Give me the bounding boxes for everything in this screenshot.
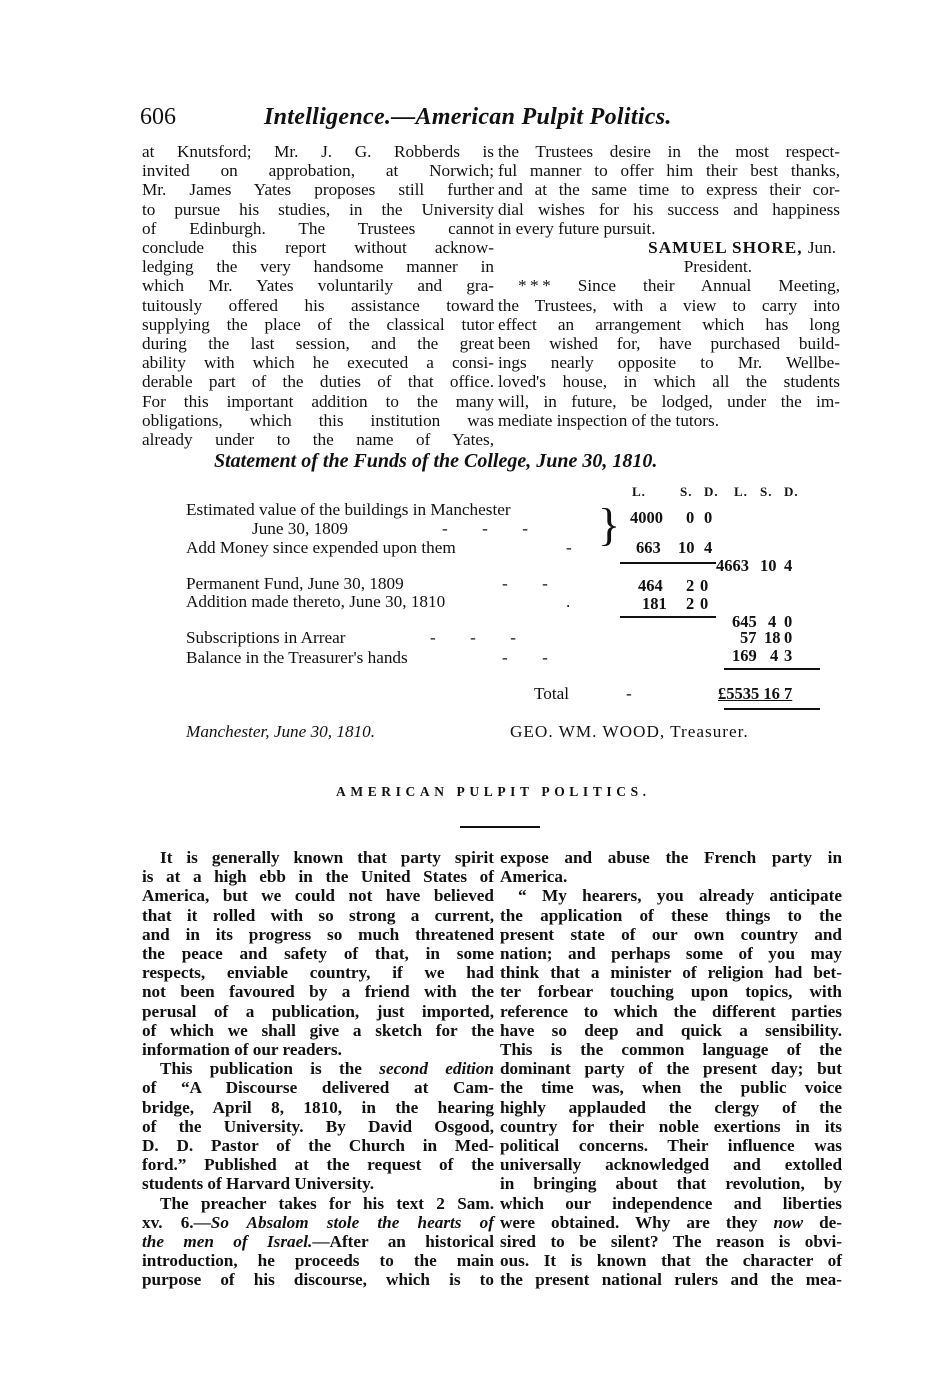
text-line: sired to be silent? The reason is obvi- [500, 1232, 842, 1252]
signature-suffix: Jun. [807, 238, 836, 258]
text-span: de- [803, 1212, 842, 1232]
amount-pence: 0 [784, 628, 793, 647]
amount-pounds: 57 [740, 628, 757, 647]
row-label-continued: June 30, 1809 [252, 519, 348, 538]
amount-shillings: 4 [770, 646, 779, 665]
text-line: the time was, when the public voice [500, 1078, 842, 1098]
text-line: ings nearly opposite to Mr. Wellbe- [498, 353, 840, 373]
text-line [142, 1213, 494, 1232]
text-line: have so deep and quick a sensibility. [500, 1020, 842, 1040]
text-line: present state of our own country and [500, 924, 842, 944]
top-left-column [142, 142, 494, 449]
column-header-pounds: L. [632, 484, 646, 499]
column-header-pounds-2: L. [734, 484, 748, 499]
statement-signature [186, 722, 846, 746]
subtotal-pence: 4 [784, 556, 793, 575]
text-span: —After an historical [312, 1232, 494, 1252]
text-line [500, 1213, 842, 1232]
subtotal-pounds: 4663 [716, 556, 749, 575]
amount-pounds: 4000 [630, 508, 663, 527]
amount-shillings: 18 [764, 628, 781, 647]
place-date: Manchester, June 30, 1810. [186, 722, 376, 741]
column-header-shillings-2: S. [760, 484, 773, 499]
text-line: America. [500, 867, 568, 887]
text-line: students of Harvard University. [142, 1174, 375, 1194]
text-line: loved's house, in which all the students [498, 372, 840, 392]
amount-pounds: 169 [732, 646, 757, 665]
italic-text: second edition [379, 1059, 494, 1079]
text-line: in every future pursuit. [498, 218, 656, 238]
subtotal-pence: 0 [784, 612, 793, 631]
leader-dashes: - [566, 538, 572, 557]
text-line: the peace and safety of that, in some [142, 944, 494, 964]
text-line: reference to which the different parties [500, 1001, 842, 1021]
column-header-shillings: S. [680, 484, 693, 499]
text-line: respects, enviable country, if we had [142, 963, 494, 983]
text-line: This is the common language of the [500, 1040, 842, 1060]
text-line: obligations, which this institution was [142, 410, 494, 430]
subtotal-shillings: 10 [760, 556, 777, 575]
signature-name: SAMUEL SHORE, [648, 238, 803, 258]
italic-text: the men of Israel. [142, 1232, 313, 1252]
text-line: universally acknowledged and extolled [500, 1155, 842, 1175]
running-title: Intelligence.—American Pulpit Politics. [264, 104, 672, 130]
sum-rule [724, 668, 820, 670]
text-line: ous. It is known that the character of [500, 1251, 842, 1271]
amount-pence: 0 [704, 508, 713, 527]
text-line: expose and abuse the French party in [500, 848, 842, 867]
row-label: Balance in the Treasurer's hands [186, 648, 408, 667]
total-double-rule [724, 708, 820, 710]
text-line: that it rolled with so strong a current, [142, 905, 494, 925]
amount-shillings: 0 [686, 508, 695, 527]
text-line: the Trustees desire in the most respect- [498, 142, 840, 161]
text-line: which Mr. Yates voluntarily and gra- [142, 276, 494, 296]
leader-dashes: - - [502, 648, 548, 667]
text-span: were obtained. Why are they [500, 1212, 774, 1232]
text-line: effect an arrangement which has long [498, 314, 840, 334]
text-line [142, 1232, 494, 1251]
text-line: conclude this report without acknow- [142, 238, 494, 258]
sum-rule [620, 616, 716, 618]
text-line: supplying the place of the classical tutor [142, 314, 494, 334]
text-line: during the last session, and the great [142, 334, 494, 354]
page-number: 606 [140, 104, 176, 130]
text-line: country for their noble exertions in its [500, 1116, 842, 1136]
row-label: Permanent Fund, June 30, 1809 [186, 574, 404, 593]
text-line: bridge, April 8, 1810, in the hearing [142, 1097, 494, 1117]
subtotal-shillings: 4 [768, 612, 777, 631]
text-line: introduction, he proceeds to the main [142, 1251, 494, 1271]
text-line: invited on approbation, at Norwich; [142, 161, 494, 181]
top-right-column [498, 142, 840, 430]
text-line: dial wishes for his success and happiness [498, 199, 840, 219]
amount-pence: 0 [700, 594, 709, 613]
text-line: tuitously offered his assistance toward [142, 295, 494, 315]
text-line: been wished for, have purchased build- [498, 334, 840, 354]
text-line: of which we shall give a sketch for the [142, 1020, 494, 1040]
text-line: information of our readers. [142, 1040, 342, 1060]
text-line: the application of these things to the [500, 905, 842, 925]
leader-dashes: - - [502, 574, 548, 593]
subtotal-pounds: 645 [732, 612, 757, 631]
text-line: purpose of his discourse, which is to [142, 1270, 494, 1290]
row-label: Estimated value of the buildings in Manchester [186, 500, 511, 519]
total-label: Total [534, 684, 570, 703]
signature-role: President. [683, 257, 752, 277]
text-line: think that a minister of religion had bet- [500, 963, 842, 983]
text-line: ford.” Published at the request of the [142, 1155, 494, 1175]
funds-table [186, 478, 846, 758]
text-line: and at the same time to express their cor- [498, 180, 840, 200]
text-line: It is generally known that party spirit [160, 848, 494, 867]
text-span: This publication is the [160, 1059, 380, 1079]
amount-pounds: 464 [638, 576, 663, 595]
row-label: Addition made thereto, June 30, 1810 [186, 592, 446, 611]
leader-dashes: - - - [430, 628, 516, 647]
text-line: not been favoured by a friend with the [142, 982, 494, 1002]
text-line: mediate inspection of the tutors. [498, 410, 719, 430]
text-line: Mr. James Yates proposes still further [142, 180, 494, 200]
text-line: perusal of a publication, just imported, [142, 1001, 494, 1021]
heading-rule [460, 826, 540, 828]
text-line: ter forbear touching upon topics, with [500, 982, 842, 1002]
text-line: to pursue his studies, in the University [142, 199, 494, 219]
article-left-column [142, 848, 494, 1290]
brace: } [598, 499, 621, 550]
text-line: ful manner to offer him their best thanks, [498, 161, 840, 181]
signature [498, 238, 840, 257]
text-line: America, but we could not have believed [142, 886, 494, 906]
text-line: and in its progress so much threatened [142, 924, 494, 944]
amount-pence: 0 [700, 576, 709, 595]
text-line: derable part of the duties of that office. [142, 372, 494, 392]
text-line: of the University. By David Osgood, [142, 1116, 494, 1136]
text-line: is at a high ebb in the United States of [142, 867, 494, 887]
text-line: at Knutsford; Mr. J. G. Robberds is [142, 142, 494, 161]
text-line: the Trustees, with a view to carry into [498, 295, 840, 315]
row-label: Add Money since expended upon them [186, 538, 456, 557]
text-line: political concerns. Their influence was [500, 1136, 842, 1156]
statement-title: Statement of the Funds of the College, June 30, 1810. [214, 450, 658, 472]
running-head [140, 104, 850, 140]
amount-pounds: 663 [636, 538, 661, 557]
text-line: The preacher takes for his text 2 Sam. [160, 1193, 494, 1213]
text-line: “ My hearers, you already anticipate [518, 886, 842, 906]
column-header-pence: D. [704, 484, 719, 499]
text-line: dominant party of the present day; but [500, 1059, 842, 1079]
amount-shillings: 2 [686, 576, 695, 595]
article-right-column [500, 848, 842, 1290]
sum-rule [620, 562, 716, 564]
text-line: of “A Discourse delivered at Cam- [142, 1078, 494, 1098]
text-line: the present national rulers and the mea- [500, 1270, 842, 1290]
text-line: ability with which he executed a consi- [142, 353, 494, 373]
text-line [142, 1059, 494, 1078]
text-line: D. D. Pastor of the Church in Med- [142, 1136, 494, 1156]
amount-pence: 4 [704, 538, 713, 557]
leader-dashes: - [626, 684, 632, 703]
text-line: ledging the very handsome manner in [142, 257, 494, 277]
italic-text: now [773, 1212, 804, 1232]
text-line: which our independence and liberties [500, 1193, 842, 1213]
total-amount: £5535 16 7 [718, 684, 793, 703]
treasurer-signature: GEO. WM. WOOD, Treasurer. [510, 722, 749, 741]
column-header-pence-2: D. [784, 484, 799, 499]
italic-text: So Absalom stole the hearts of [210, 1212, 494, 1232]
text-line: will, in future, be lodged, under the im- [498, 391, 840, 411]
amount-shillings: 2 [686, 594, 695, 613]
row-label: Subscriptions in Arrear [186, 628, 346, 647]
text-line: of Edinburgh. The Trustees cannot [142, 218, 494, 238]
text-line: already under to the name of Yates, [142, 430, 494, 450]
amount-shillings: 10 [678, 538, 695, 557]
article-heading: AMERICAN PULPIT POLITICS. [336, 784, 651, 799]
text-span: xv. 6.— [142, 1212, 211, 1232]
leader-dashes: . [566, 592, 571, 611]
text-line: nation; and perhaps some of you may [500, 944, 842, 964]
amount-pence: 3 [784, 646, 793, 665]
text-line: * * * Since their Annual Meeting, [518, 276, 840, 296]
amount-pounds: 181 [642, 594, 667, 613]
text-line: highly applauded the clergy of the [500, 1097, 842, 1117]
leader-dashes: - - - [442, 519, 528, 538]
text-line: in bringing about that revolution, by [500, 1174, 842, 1194]
text-line: For this important addition to the many [142, 391, 494, 411]
